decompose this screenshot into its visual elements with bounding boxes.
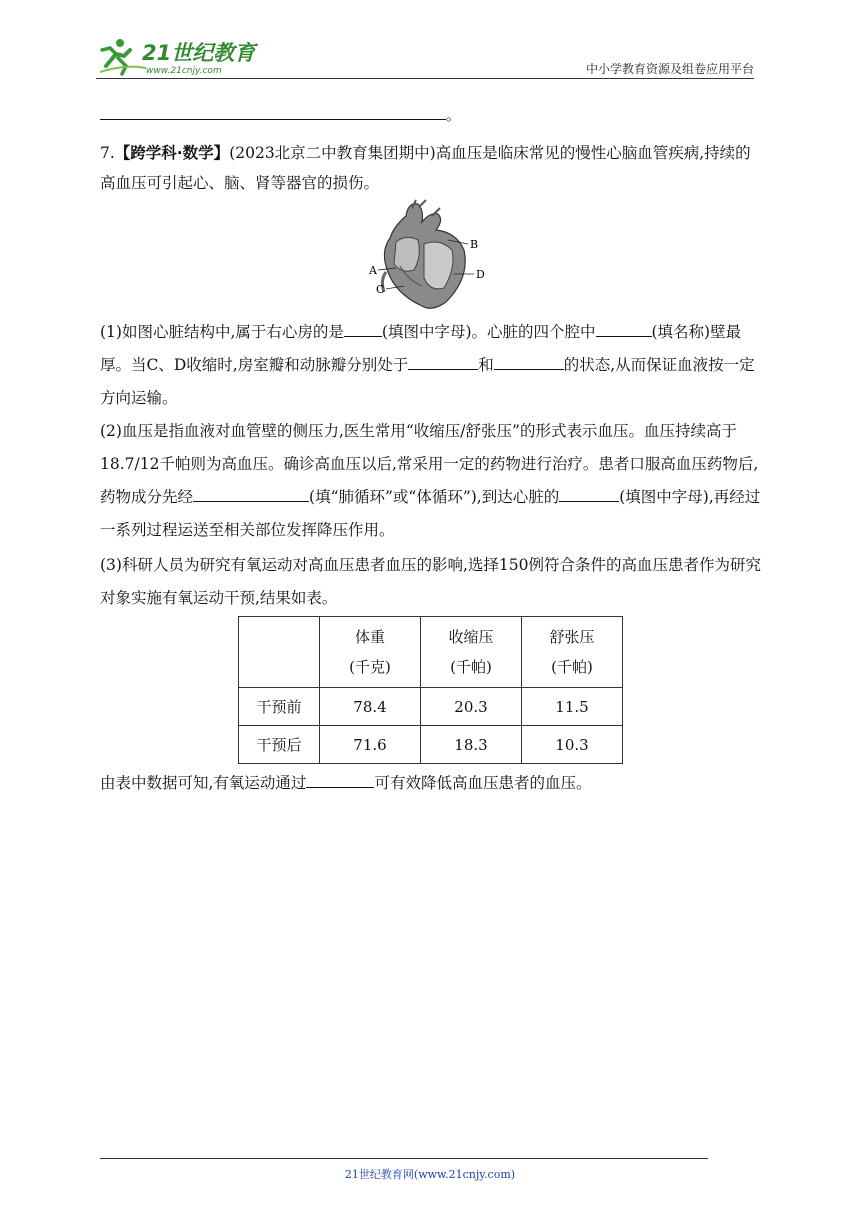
conclusion-text-b: 可有效降低高血压患者的血压。 xyxy=(374,774,592,792)
period-mark: 。 xyxy=(446,106,462,124)
footer-text[interactable]: 21世纪教育网(www.21cnjy.com) xyxy=(344,1168,516,1181)
answer-blank[interactable] xyxy=(559,485,619,502)
table-row xyxy=(239,726,623,764)
question-number: 7. xyxy=(100,144,115,162)
row-label: 干预前 xyxy=(239,688,320,726)
table-cell: 71.6 xyxy=(320,726,421,764)
answer-blank[interactable] xyxy=(494,353,564,370)
part-1-text-a: (1)如图心脏结构中,属于右心房的是 xyxy=(100,323,344,341)
part-2-text-b: (填“肺循环”或“体循环”),到达心脏的 xyxy=(309,488,560,506)
table-header-cell: 体重 (千克) xyxy=(320,617,421,688)
part-2-text-c: (填图中字母),再经过一系列过程运送至相关部位发挥降压作用。 xyxy=(100,488,761,539)
answer-blank[interactable] xyxy=(596,320,652,337)
table-row xyxy=(239,688,623,726)
results-table xyxy=(238,616,623,764)
previous-answer-blank xyxy=(100,104,461,125)
answer-blank[interactable] xyxy=(408,353,478,370)
row-label: 干预后 xyxy=(239,726,320,764)
part-1-text-c: (填名称)壁最厚。当C、D收缩时,房室瓣和动脉瓣分别处于 xyxy=(100,323,742,374)
question-stem: (2023北京二中教育集团期中)高血压是临床常见的慢性心脑血管疾病,持续的高血压可引起心、脑、肾等器官的损伤。 xyxy=(100,144,751,192)
platform-name: 中小学教育资源及组卷应用平台 xyxy=(585,62,754,76)
question-intro xyxy=(100,138,762,198)
table-header-row xyxy=(239,617,623,688)
runner-icon xyxy=(100,39,146,74)
question-tag: 【跨学科·数学】 xyxy=(114,144,230,162)
answer-blank[interactable] xyxy=(344,320,382,337)
table-corner-cell xyxy=(239,617,320,688)
part-3-text: (3)科研人员为研究有氧运动对高血压患者血压的影响,选择150例符合条件的高血压患者作为研究对象实施有氧运动干预,结果如表。 xyxy=(100,556,761,607)
heart-diagram xyxy=(366,198,496,313)
part-1 xyxy=(100,316,762,415)
footer-divider xyxy=(100,1158,708,1159)
label-d: D xyxy=(476,268,485,281)
part-1-text-b: (填图中字母)。心脏的四个腔中 xyxy=(381,323,596,341)
label-c: C xyxy=(376,283,385,296)
part-2-text-a: (2)血压是指血液对血管壁的侧压力,医生常用“收缩压/舒张压”的形式表示血压。血压持续高于18.7/12千帕则为高血压。确诊高血压以后,常采用一定的药物进行治疗。患者口服高血压药物后,药物成分先经 xyxy=(100,422,759,506)
site-logo xyxy=(96,36,261,78)
logo-text: 21世纪教育 xyxy=(142,41,256,65)
table-cell: 10.3 xyxy=(522,726,623,764)
answer-blank[interactable] xyxy=(306,771,374,788)
part-3-conclusion xyxy=(100,767,762,800)
label-a: A xyxy=(369,264,377,277)
part-2 xyxy=(100,415,762,547)
heart-illustration xyxy=(382,200,465,308)
table-cell: 20.3 xyxy=(421,688,522,726)
conclusion-text-a: 由表中数据可知,有氧运动通过 xyxy=(100,774,307,792)
table-header-cell: 舒张压 (千帕) xyxy=(522,617,623,688)
label-b: B xyxy=(470,238,479,251)
part-1-text-d: 和 xyxy=(478,356,494,374)
table-header-cell: 收缩压 (千帕) xyxy=(421,617,522,688)
table-cell: 18.3 xyxy=(421,726,522,764)
table-cell: 11.5 xyxy=(522,688,623,726)
answer-blank[interactable] xyxy=(193,485,309,502)
part-3 xyxy=(100,549,762,615)
answer-blank[interactable] xyxy=(100,105,446,120)
header-divider xyxy=(96,78,754,79)
table-cell: 78.4 xyxy=(320,688,421,726)
logo-url: www.21cnjy.com xyxy=(146,66,222,76)
part-1-text-e: 的状态,从而保证血液按一定方向运输。 xyxy=(100,356,755,407)
